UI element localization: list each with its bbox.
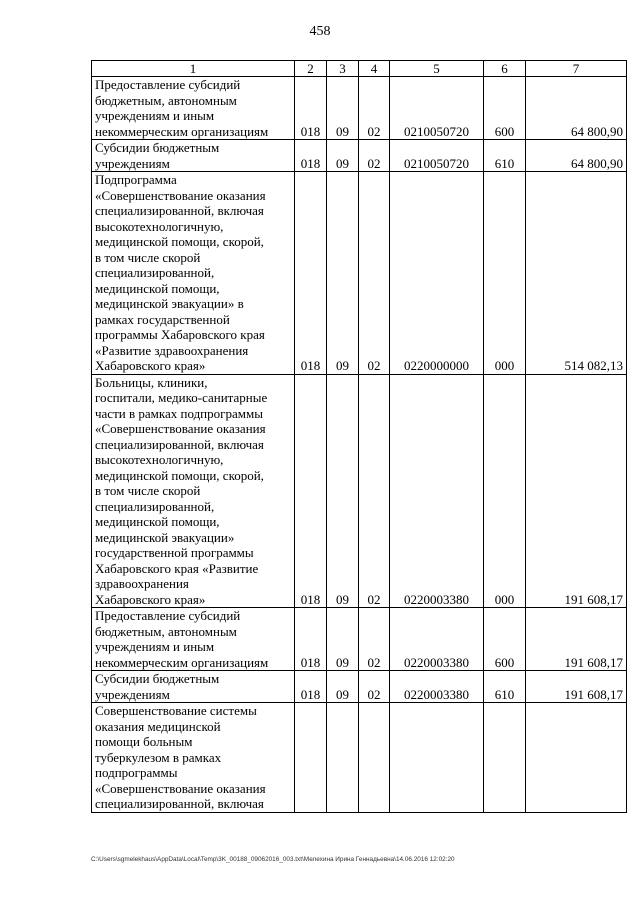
description-line: учреждениям и иным — [95, 639, 215, 654]
section-code-cell: 09 — [327, 608, 359, 671]
column-header: 3 — [327, 61, 359, 77]
description-line: Хабаровского края» — [95, 358, 206, 373]
page-number: 458 — [309, 24, 331, 39]
description-line: помощи больным — [95, 734, 193, 749]
row-description — [92, 172, 295, 375]
subsection-code-cell — [359, 703, 390, 813]
description-line: Предоставление субсидий — [95, 608, 241, 623]
target-article-cell — [390, 703, 484, 813]
amount-cell: 514 082,13 — [526, 172, 627, 375]
column-header: 7 — [526, 61, 627, 77]
description-line: высокотехнологичную, — [95, 218, 224, 234]
subsection-code-cell: 02 — [359, 140, 390, 172]
description-line: государственной программы — [95, 545, 254, 560]
expense-type-cell: 000 — [484, 374, 526, 608]
description-line: специализированной, — [95, 265, 215, 280]
description-line: Субсидии бюджетным — [95, 140, 220, 155]
row-description — [92, 140, 295, 172]
section-code-cell: 09 — [327, 140, 359, 172]
column-header: 2 — [295, 61, 327, 77]
description-line: Больницы, клиники, — [95, 374, 208, 390]
description-line: «Развитие здравоохранения — [95, 342, 249, 358]
expense-type-cell: 000 — [484, 172, 526, 375]
file-path-footer: C:\Users\sgmelekhaus\AppData\Local\Temp\3K_00188_09062016_003.txt\Мелехина Ирина Геннадьевна\14.06.2016 12:02:20 — [91, 856, 455, 863]
description-line: Предоставление субсидий — [95, 77, 241, 92]
section-code-cell: 09 — [327, 671, 359, 703]
subsection-code-cell: 02 — [359, 77, 390, 140]
description-line: учреждениям — [95, 155, 170, 171]
description-line: оказания медицинской — [95, 718, 221, 734]
table-row — [92, 671, 627, 703]
description-line: медицинской эвакуации» — [95, 529, 235, 545]
description-line: специализированной, включая — [95, 203, 264, 218]
description-line: рамках государственной — [95, 311, 230, 327]
description-line: здравоохранения — [95, 576, 189, 591]
subsection-code-cell: 02 — [359, 671, 390, 703]
description-line: специализированной, включая — [95, 436, 264, 452]
ministry-code-cell: 018 — [295, 77, 327, 140]
description-line: «Совершенствование оказания — [95, 780, 266, 796]
description-line: бюджетным, автономным — [95, 623, 237, 639]
description-line: туберкулезом в рамках — [95, 749, 222, 765]
table-row — [92, 77, 627, 140]
ministry-code-cell: 018 — [295, 172, 327, 375]
description-line: некоммерческим организациям — [95, 123, 269, 139]
column-header: 4 — [359, 61, 390, 77]
description-line: в том числе скорой — [95, 483, 201, 498]
column-header: 6 — [484, 61, 526, 77]
expense-type-cell: 610 — [484, 671, 526, 703]
description-line: части в рамках подпрограммы — [95, 405, 263, 421]
target-article-cell: 0220003380 — [390, 671, 484, 703]
column-header: 5 — [390, 61, 484, 77]
section-code-cell: 09 — [327, 77, 359, 140]
row-description — [92, 608, 295, 671]
description-line: медицинской эвакуации» в — [95, 296, 244, 311]
section-code-cell — [327, 703, 359, 813]
subsection-code-cell: 02 — [359, 608, 390, 671]
row-description — [92, 374, 295, 608]
description-line: медицинской помощи, скорой, — [95, 467, 264, 483]
description-line: «Совершенствование оказания — [95, 187, 266, 203]
description-line: бюджетным, автономным — [95, 92, 237, 108]
target-article-cell: 0220003380 — [390, 608, 484, 671]
amount-cell: 64 800,90 — [526, 77, 627, 140]
target-article-cell: 0210050720 — [390, 140, 484, 172]
expense-type-cell: 600 — [484, 77, 526, 140]
description-line: учреждениям — [95, 686, 170, 702]
subsection-code-cell: 02 — [359, 374, 390, 608]
target-article-cell: 0210050720 — [390, 77, 484, 140]
description-line: высокотехнологичную, — [95, 452, 224, 467]
description-line: специализированной, — [95, 498, 215, 514]
expense-type-cell — [484, 703, 526, 813]
amount-cell: 64 800,90 — [526, 140, 627, 172]
amount-cell: 191 608,17 — [526, 374, 627, 608]
description-line: специализированной, включая — [95, 796, 264, 811]
amount-cell: 191 608,17 — [526, 608, 627, 671]
description-line: подпрограммы — [95, 765, 178, 780]
amount-cell — [526, 703, 627, 813]
target-article-cell: 0220003380 — [390, 374, 484, 608]
column-header: 1 — [92, 61, 295, 77]
target-article-cell: 0220000000 — [390, 172, 484, 375]
section-code-cell: 09 — [327, 172, 359, 375]
description-line: некоммерческим организациям — [95, 654, 269, 670]
section-code-cell: 09 — [327, 374, 359, 608]
description-line: медицинской помощи, — [95, 514, 220, 529]
ministry-code-cell: 018 — [295, 140, 327, 172]
description-line: Совершенствование системы — [95, 703, 257, 718]
description-line: госпитали, медико-санитарные — [95, 390, 268, 405]
table-row — [92, 140, 627, 172]
ministry-code-cell — [295, 703, 327, 813]
description-line: Хабаровского края» — [95, 591, 206, 607]
table-row — [92, 172, 627, 375]
table-header-row — [92, 61, 627, 77]
ministry-code-cell: 018 — [295, 608, 327, 671]
table-row — [92, 703, 627, 813]
description-line: учреждениям и иным — [95, 108, 215, 123]
row-description — [92, 671, 295, 703]
subsection-code-cell: 02 — [359, 172, 390, 375]
description-line: Подпрограмма — [95, 172, 177, 187]
description-line: программы Хабаровского края — [95, 327, 265, 342]
row-description — [92, 703, 295, 813]
description-line: Хабаровского края «Развитие — [95, 560, 259, 576]
description-line: в том числе скорой — [95, 249, 201, 265]
ministry-code-cell: 018 — [295, 671, 327, 703]
expense-type-cell: 600 — [484, 608, 526, 671]
row-description — [92, 77, 295, 140]
amount-cell: 191 608,17 — [526, 671, 627, 703]
table-row — [92, 374, 627, 608]
description-line: медицинской помощи, скорой, — [95, 234, 264, 249]
table-row — [92, 608, 627, 671]
description-line: медицинской помощи, — [95, 280, 220, 296]
ministry-code-cell: 018 — [295, 374, 327, 608]
description-line: «Совершенствование оказания — [95, 421, 266, 436]
budget-table — [91, 60, 627, 813]
expense-type-cell: 610 — [484, 140, 526, 172]
description-line: Субсидии бюджетным — [95, 671, 220, 686]
